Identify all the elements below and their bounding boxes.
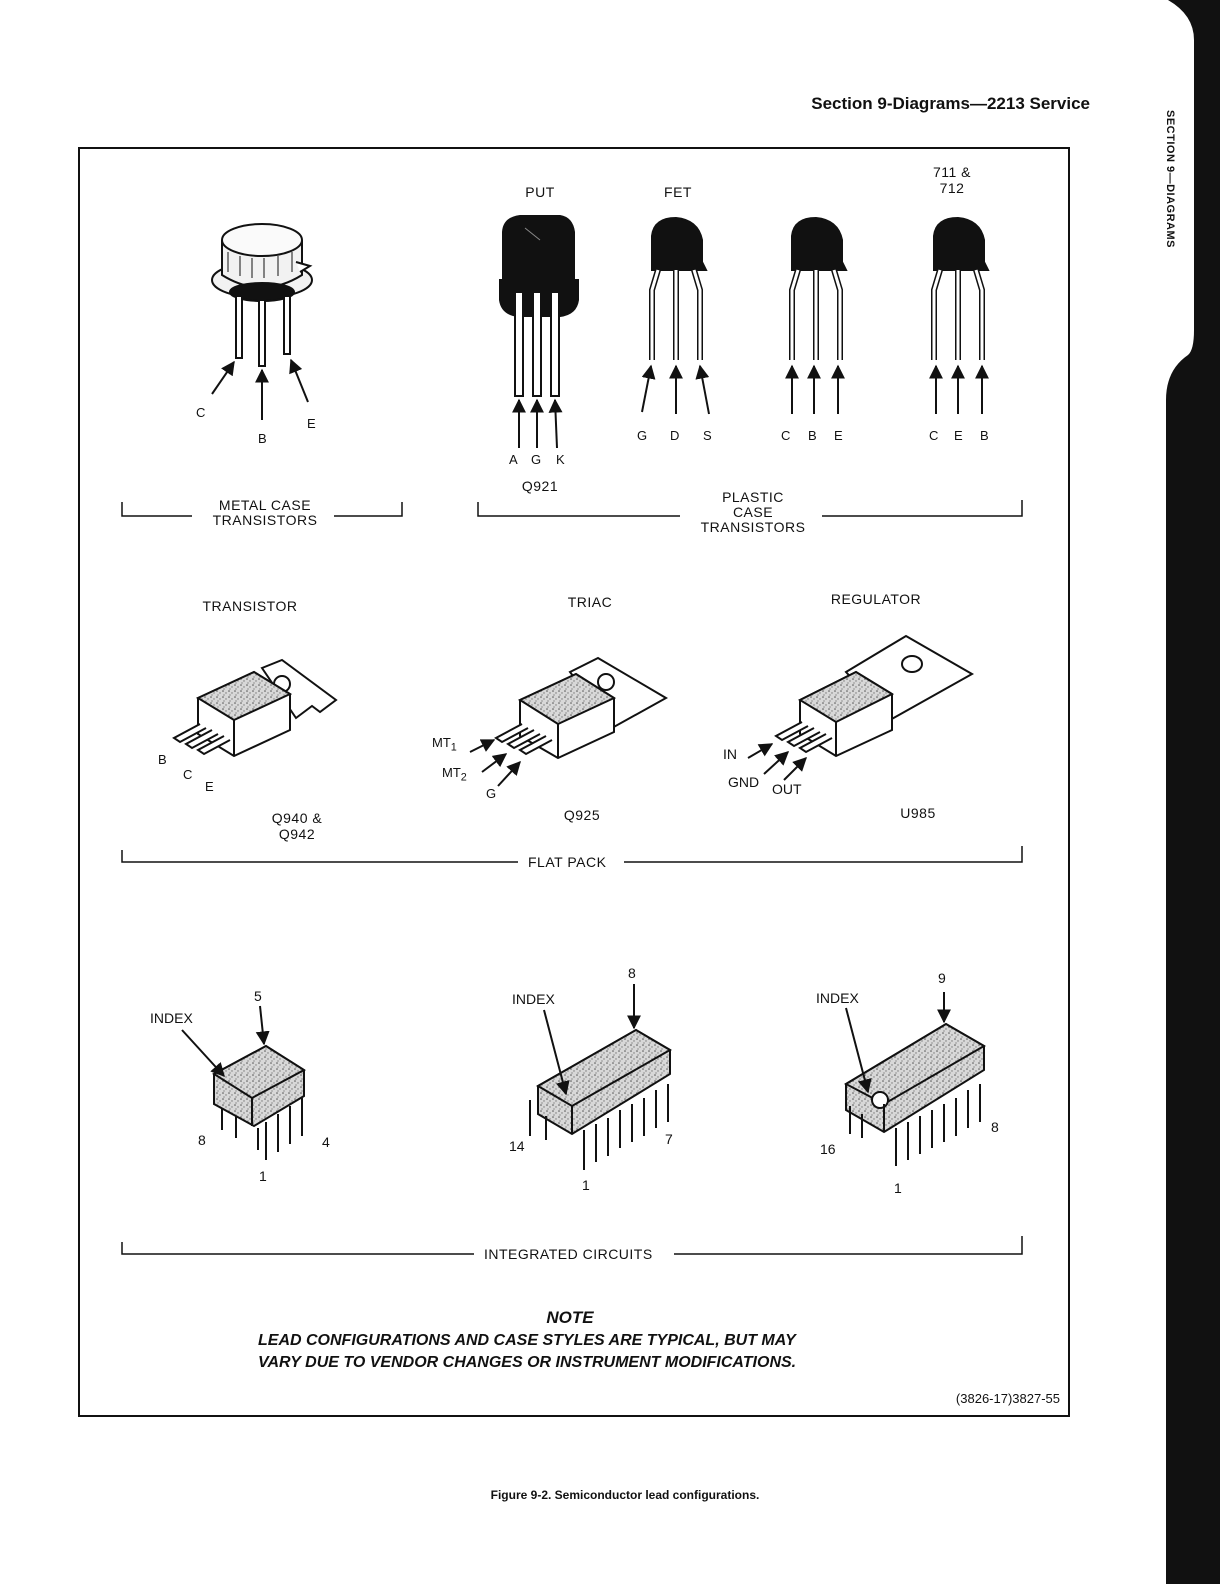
metal-pin-e: E	[307, 416, 316, 431]
metal-case-group-label	[196, 498, 334, 528]
flatpack-regulator	[748, 636, 972, 780]
t711-title-1: 711 &	[932, 164, 972, 180]
metal-pin-c: C	[196, 405, 206, 420]
t711-title-2: 712	[939, 180, 965, 196]
fet-transistor	[642, 218, 709, 414]
put-pin-a: A	[509, 452, 518, 467]
t711-title	[920, 164, 984, 196]
page-header: Section 9-Diagrams—2213 Service	[811, 94, 1090, 113]
ic16-pin-9: 9	[938, 970, 946, 986]
regulator-pin-out: OUT	[772, 781, 802, 797]
metal-case-label-1: METAL CASE	[218, 497, 312, 513]
note-title: NOTE	[546, 1308, 594, 1327]
ic14-pin-14: 14	[509, 1138, 525, 1154]
plastic-label-3: TRANSISTORS	[700, 519, 806, 535]
ic14-pin-7: 7	[665, 1131, 673, 1147]
flatpack-transistor-ref-1: Q940 &	[271, 810, 323, 826]
put-ref: Q921	[521, 478, 559, 494]
ic16-pin-8: 8	[991, 1119, 999, 1135]
note-line-1: LEAD CONFIGURATIONS AND CASE STYLES ARE TYPICAL, BUT MAY	[258, 1332, 796, 1349]
fet-pin-g: G	[637, 428, 648, 443]
fet-pin-s: S	[703, 428, 712, 443]
ic14-pin-1: 1	[582, 1177, 590, 1193]
metal-case-transistor	[212, 224, 312, 420]
put-pin-g: G	[531, 452, 542, 467]
plastic-case-group-label	[684, 490, 822, 535]
flatpack-triac	[470, 658, 666, 786]
t711-pin-b: B	[980, 428, 989, 443]
triac-pin-mt1	[432, 735, 457, 754]
flatpack-transistor-ref	[252, 810, 342, 842]
cbe-transistor	[792, 218, 846, 414]
fet-pin-d: D	[670, 428, 680, 443]
ic8-pin-1: 1	[259, 1168, 267, 1184]
regulator-pin-in: IN	[723, 746, 737, 762]
ic-16pin	[846, 992, 984, 1166]
section-tab-label: SECTION 9—DIAGRAMS	[1164, 110, 1176, 248]
fet-title: FET	[664, 184, 692, 200]
regulator-pin-gnd: GND	[728, 774, 760, 790]
note-body	[258, 1330, 958, 1374]
ic8-pin-8: 8	[198, 1132, 206, 1148]
flatpack-transistor-pin-e: E	[205, 779, 214, 794]
ic14-index-label: INDEX	[512, 991, 555, 1007]
t711-pin-e: E	[954, 428, 963, 443]
flatpack-transistor-pin-b: B	[158, 752, 167, 767]
t711-pin-c: C	[929, 428, 939, 443]
flatpack-transistor-title: TRANSISTOR	[202, 598, 298, 614]
ic8-pin-4: 4	[322, 1134, 330, 1150]
plastic-label-1: PLASTIC	[722, 489, 784, 505]
integrated-circuits-group-label: INTEGRATED CIRCUITS	[478, 1247, 659, 1262]
ic16-pin-16: 16	[820, 1141, 836, 1157]
ic8-pin-5: 5	[254, 988, 262, 1004]
triac-pin-mt2-sub: 2	[460, 771, 467, 784]
put-title: PUT	[525, 184, 555, 200]
flatpack-regulator-title: REGULATOR	[830, 591, 922, 607]
flatpack-transistor-pin-c: C	[183, 767, 193, 782]
ic14-pin-8: 8	[628, 965, 636, 981]
put-pin-k: K	[556, 452, 565, 467]
triac-pin-g: G	[486, 786, 497, 801]
ic16-pin-1: 1	[894, 1180, 902, 1196]
triac-pin-mt1-text: MT	[432, 735, 451, 750]
cbe-pin-c: C	[781, 428, 791, 443]
flatpack-regulator-ref: U985	[900, 805, 936, 821]
metal-pin-b: B	[258, 431, 267, 446]
triac-pin-mt1-sub: 1	[450, 741, 457, 754]
ic8-index-label: INDEX	[150, 1010, 193, 1026]
flatpack-transistor-ref-2: Q942	[278, 826, 316, 842]
flatpack-triac-ref: Q925	[563, 807, 601, 823]
flat-pack-group-label: FLAT PACK	[522, 855, 612, 870]
ic-14pin	[530, 984, 670, 1170]
figure-id: (3826-17)3827-55	[955, 1391, 1060, 1406]
figure-caption: Figure 9-2. Semiconductor lead configurations.	[490, 1488, 760, 1502]
cbe-pin-b: B	[808, 428, 817, 443]
t711-transistor	[934, 218, 988, 414]
plastic-label-2: CASE	[732, 504, 774, 520]
ic16-index-label: INDEX	[816, 990, 859, 1006]
flatpack-triac-title: TRIAC	[567, 594, 613, 610]
metal-case-label-2: TRANSISTORS	[212, 512, 318, 528]
flatpack-transistor	[174, 660, 336, 756]
triac-pin-mt2-text: MT	[442, 765, 461, 780]
cbe-pin-e: E	[834, 428, 843, 443]
note-line-2: VARY DUE TO VENDOR CHANGES OR INSTRUMENT MODIFICATIONS.	[258, 1354, 797, 1371]
put-transistor	[500, 216, 578, 448]
triac-pin-mt2	[442, 765, 467, 784]
